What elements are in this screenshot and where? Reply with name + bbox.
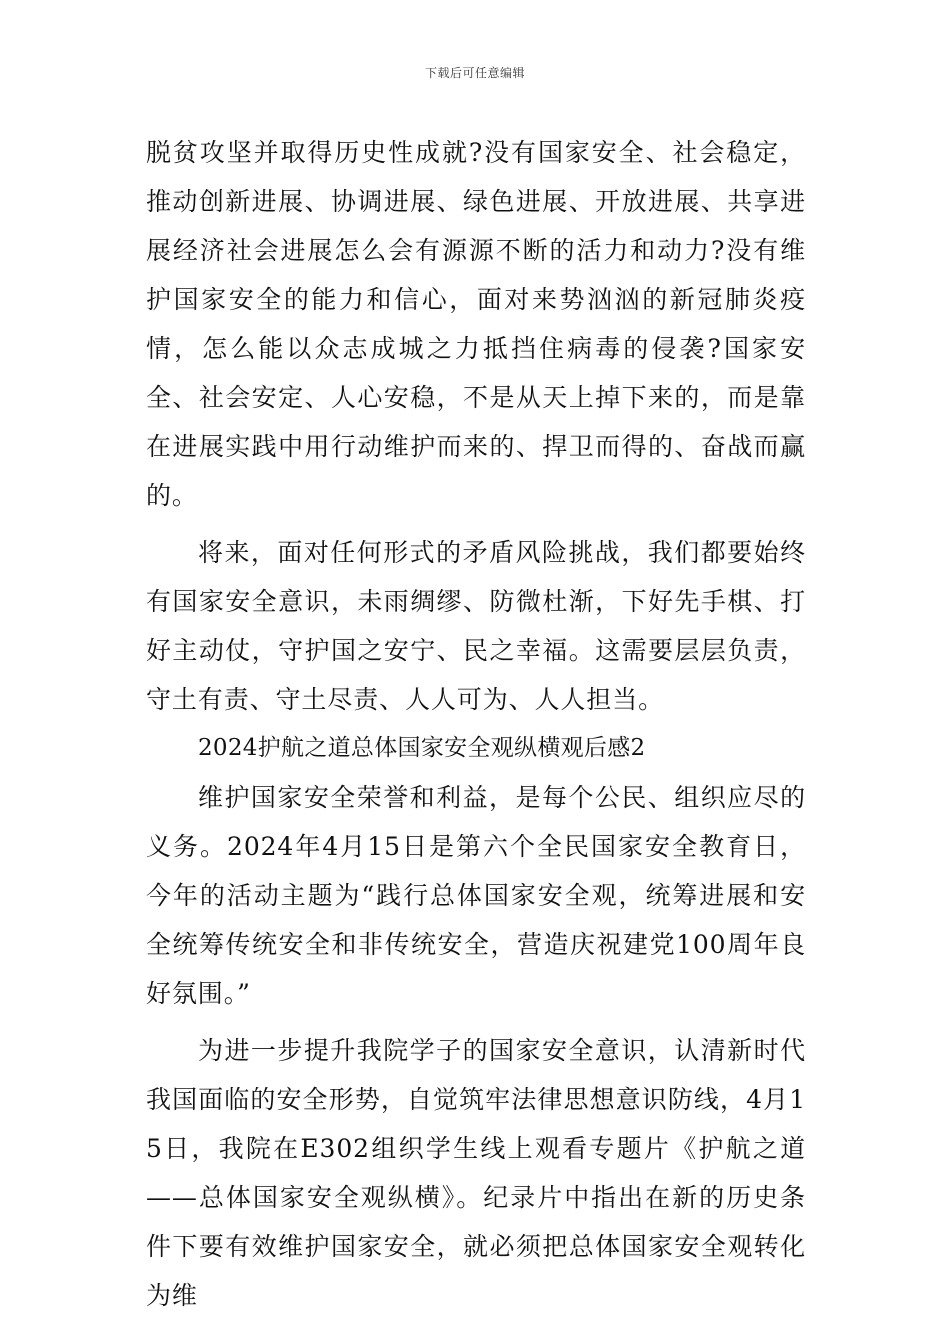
paragraph-1: 脱贫攻坚并取得历史性成就?没有国家安全、社会稳定，推动创新进展、协调进展、绿色进展、开放进展、共享进展经济社会进展怎么会有源源不断的活力和动力?没有维护国家安全的能力和信心，面对来势汹汹的新冠肺炎疫情，怎么能以众志成城之力抵挡住病毒的侵袭?国家安全、社会安定、人心安稳，不是从天上掉下来的，而是靠在进展实践中用行动维护而来的、捍卫而得的、奋战而赢的。 <box>146 138 806 510</box>
paragraph-4: 为进一步提升我院学子的国家安全意识，认清新时代我国面临的安全形势，自觉筑牢法律思想意识防线，4月15日，我院在E302组织学生线上观看专题片《护航之道——总体国家安全观纵横》。纪录片中指出在新的历史条件下要有效维护国家安全，就必须把总体国家安全观转化为维 <box>146 1036 806 1310</box>
page-header: 下载后可任意编辑 <box>424 66 525 80</box>
paragraph-2: 将来，面对任何形式的矛盾风险挑战，我们都要始终有国家安全意识，未雨绸缪、防微杜渐，下好先手棋、打好主动仗，守护国之安宁、民之幸福。这需要层层负责，守土有责、守土尽责、人人可为、人人担当。 <box>146 538 806 714</box>
document-body <box>146 128 806 1320</box>
paragraph-3: 维护国家安全荣誉和利益，是每个公民、组织应尽的义务。2024年4月15日是第六个全民国家安全教育日，今年的活动主题为“践行总体国家安全观，统筹进展和安全统筹传统安全和非传统安全，营造庆祝建党100周年良好氛围。” <box>146 783 806 1008</box>
section-title: 2024护航之道总体国家安全观纵横观后感2 <box>198 735 646 761</box>
